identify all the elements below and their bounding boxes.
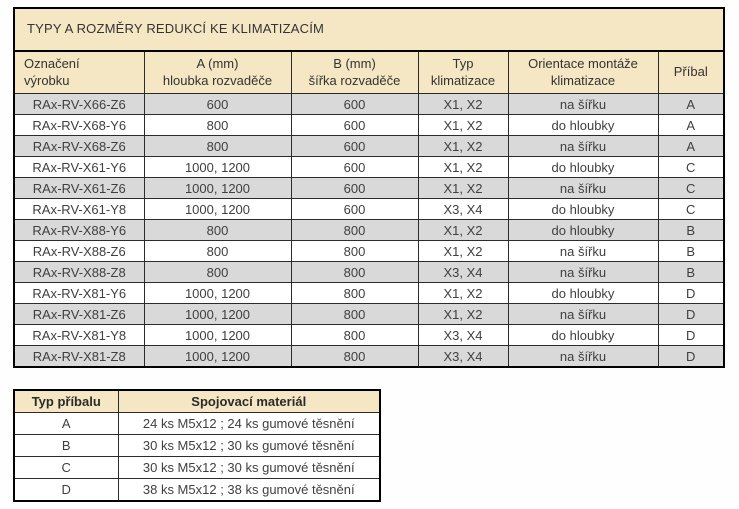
depth-a-cell: 1000, 1200	[144, 325, 291, 346]
orientation-cell: do hloubky	[508, 325, 658, 346]
package-cell: D	[658, 325, 724, 346]
table-row	[14, 157, 724, 178]
table-row	[14, 304, 724, 325]
reduction-types-table	[13, 7, 725, 368]
ac-type-cell: X1, X2	[418, 178, 508, 199]
product-code-cell: RAx-RV-X68-Z6	[14, 136, 144, 157]
width-b-cell: 600	[291, 157, 418, 178]
col-header-width-b: B (mm) šířka rozvaděče	[291, 51, 418, 94]
ac-type-cell: X3, X4	[418, 262, 508, 283]
ac-type-cell: X3, X4	[418, 346, 508, 368]
package-type-cell: D	[14, 479, 118, 502]
package-cell: D	[658, 304, 724, 325]
table-row	[14, 283, 724, 304]
table-row	[14, 457, 380, 479]
depth-a-cell: 600	[144, 94, 291, 115]
width-b-cell: 800	[291, 325, 418, 346]
product-code-cell: RAx-RV-X66-Z6	[14, 94, 144, 115]
depth-a-cell: 800	[144, 136, 291, 157]
col-header-package-type: Typ příbalu	[14, 390, 118, 413]
orientation-cell: na šířku	[508, 94, 658, 115]
package-type-cell: B	[14, 435, 118, 457]
width-b-cell: 800	[291, 241, 418, 262]
material-cell: 38 ks M5x12 ; 38 ks gumové těsnění	[118, 479, 380, 502]
product-code-cell: RAx-RV-X61-Z6	[14, 178, 144, 199]
table-row	[14, 262, 724, 283]
package-cell: C	[658, 199, 724, 220]
table-row	[14, 199, 724, 220]
table-row	[14, 346, 724, 368]
table-row	[14, 220, 724, 241]
package-cell: B	[658, 262, 724, 283]
product-code-cell: RAx-RV-X81-Y8	[14, 325, 144, 346]
ac-type-cell: X1, X2	[418, 304, 508, 325]
column-header-row	[14, 51, 724, 94]
ac-type-cell: X1, X2	[418, 115, 508, 136]
product-code-cell: RAx-RV-X81-Z8	[14, 346, 144, 368]
table-row	[14, 435, 380, 457]
package-type-cell: A	[14, 413, 118, 435]
depth-a-cell: 1000, 1200	[144, 283, 291, 304]
package-cell: D	[658, 283, 724, 304]
width-b-cell: 800	[291, 283, 418, 304]
ac-type-cell: X1, X2	[418, 157, 508, 178]
ac-type-cell: X1, X2	[418, 94, 508, 115]
orientation-cell: na šířku	[508, 136, 658, 157]
col-header-depth-a: A (mm) hloubka rozvaděče	[144, 51, 291, 94]
orientation-cell: na šířku	[508, 304, 658, 325]
width-b-cell: 800	[291, 304, 418, 325]
depth-a-cell: 1000, 1200	[144, 199, 291, 220]
column-header-row	[14, 390, 380, 413]
ac-type-cell: X3, X4	[418, 325, 508, 346]
package-cell: A	[658, 94, 724, 115]
width-b-cell: 800	[291, 220, 418, 241]
package-cell: C	[658, 157, 724, 178]
width-b-cell: 600	[291, 178, 418, 199]
col-header-material: Spojovací materiál	[118, 390, 380, 413]
product-code-cell: RAx-RV-X61-Y6	[14, 157, 144, 178]
depth-a-cell: 800	[144, 220, 291, 241]
material-cell: 30 ks M5x12 ; 30 ks gumové těsnění	[118, 435, 380, 457]
depth-a-cell: 800	[144, 241, 291, 262]
ac-type-cell: X3, X4	[418, 199, 508, 220]
product-code-cell: RAx-RV-X81-Y6	[14, 283, 144, 304]
table-row	[14, 413, 380, 435]
table-row	[14, 136, 724, 157]
material-cell: 24 ks M5x12 ; 24 ks gumové těsnění	[118, 413, 380, 435]
orientation-cell: na šířku	[508, 178, 658, 199]
table-title: TYPY A ROZMĚRY REDUKCÍ KE KLIMATIZACÍM	[14, 8, 724, 51]
material-cell: 30 ks M5x12 ; 30 ks gumové těsnění	[118, 457, 380, 479]
table-row	[14, 115, 724, 136]
depth-a-cell: 800	[144, 115, 291, 136]
col-header-orientation: Orientace montáže klimatizace	[508, 51, 658, 94]
width-b-cell: 600	[291, 115, 418, 136]
width-b-cell: 600	[291, 94, 418, 115]
product-code-cell: RAx-RV-X88-Z8	[14, 262, 144, 283]
ac-type-cell: X1, X2	[418, 241, 508, 262]
product-code-cell: RAx-RV-X88-Z6	[14, 241, 144, 262]
width-b-cell: 600	[291, 199, 418, 220]
col-header-product: Označení výrobku	[14, 51, 144, 94]
package-material-table	[13, 389, 381, 502]
package-cell: A	[658, 136, 724, 157]
table-row	[14, 94, 724, 115]
ac-type-cell: X1, X2	[418, 220, 508, 241]
package-cell: C	[658, 178, 724, 199]
package-cell: B	[658, 241, 724, 262]
orientation-cell: do hloubky	[508, 283, 658, 304]
orientation-cell: do hloubky	[508, 157, 658, 178]
ac-type-cell: X1, X2	[418, 136, 508, 157]
width-b-cell: 800	[291, 262, 418, 283]
package-cell: B	[658, 220, 724, 241]
table-row	[14, 178, 724, 199]
package-cell: D	[658, 346, 724, 368]
table-title-row	[14, 8, 724, 51]
table-row	[14, 325, 724, 346]
product-code-cell: RAx-RV-X61-Y8	[14, 199, 144, 220]
col-header-ac-type: Typ klimatizace	[418, 51, 508, 94]
orientation-cell: do hloubky	[508, 220, 658, 241]
orientation-cell: na šířku	[508, 241, 658, 262]
table-row	[14, 479, 380, 502]
product-code-cell: RAx-RV-X68-Y6	[14, 115, 144, 136]
package-cell: A	[658, 115, 724, 136]
orientation-cell: na šířku	[508, 262, 658, 283]
depth-a-cell: 800	[144, 262, 291, 283]
depth-a-cell: 1000, 1200	[144, 304, 291, 325]
depth-a-cell: 1000, 1200	[144, 157, 291, 178]
depth-a-cell: 1000, 1200	[144, 178, 291, 199]
package-type-cell: C	[14, 457, 118, 479]
product-code-cell: RAx-RV-X81-Z6	[14, 304, 144, 325]
orientation-cell: do hloubky	[508, 115, 658, 136]
product-code-cell: RAx-RV-X88-Y6	[14, 220, 144, 241]
width-b-cell: 600	[291, 136, 418, 157]
orientation-cell: do hloubky	[508, 199, 658, 220]
width-b-cell: 800	[291, 346, 418, 368]
col-header-package: Příbal	[658, 51, 724, 94]
orientation-cell: na šířku	[508, 346, 658, 368]
table-row	[14, 241, 724, 262]
ac-type-cell: X1, X2	[418, 283, 508, 304]
depth-a-cell: 1000, 1200	[144, 346, 291, 368]
